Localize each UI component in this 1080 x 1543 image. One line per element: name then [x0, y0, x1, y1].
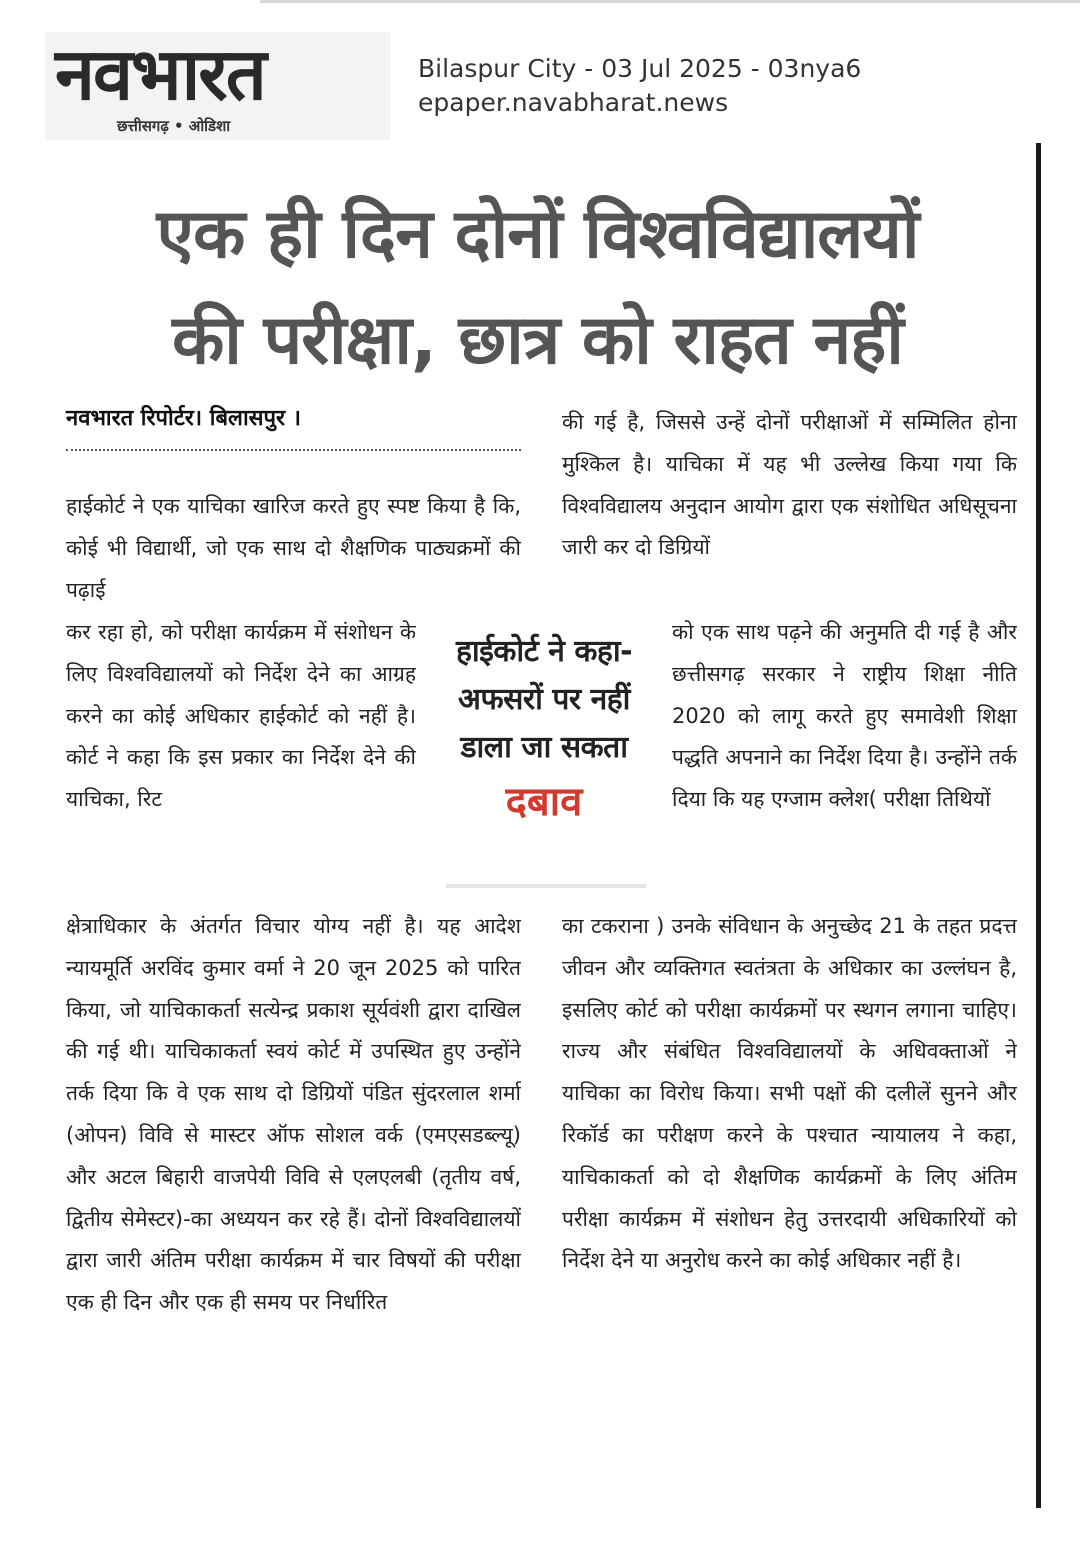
masthead-tagline: छत्तीसगढ़ • ओडिशा: [117, 117, 231, 135]
pull-quote: [440, 628, 648, 830]
headline-line-2: की परीक्षा, छात्र को राहत नहीं: [172, 301, 903, 380]
headline-line-1: एक ही दिन दोनों विश्वविद्यालयों: [156, 195, 919, 274]
edition-info: [418, 52, 861, 120]
edition-date-line: Bilaspur City - 03 Jul 2025 - 03nya6: [418, 54, 862, 83]
pull-quote-text: हाईकोर्ट ने कहा- अफसरों पर नहीं डाला जा सकता: [455, 634, 633, 765]
newspaper-masthead: [45, 32, 390, 140]
article-body-left-bottom: क्षेत्राधिकार के अंतर्गत विचार योग्य नहीं है। यह आदेश न्यायमूर्ति अरविंद कुमार वर्मा ने 20 जून 2025 को पारित किया, जो याचिकाकर्ता सत्येन्द्र प्रकाश सूर्यवंशी द्वारा दाखिल की गई थी। याचिकाकर्ता स्वयं कोर्ट में उपस्थित हुए उन्होंने तर्क दिया कि वे एक साथ दो डिग्रियों पंडित सुंदरलाल शर्मा (ओपन) विवि से मास्टर ऑफ सोशल वर्क (एमएसडब्ल्यू) और अटल बिहारी वाजपेयी विवि से एलएलबी (तृतीय वर्ष, द्वितीय सेमेस्टर)-का अध्ययन कर रहे हैं। दोनों विश्वविद्यालयों द्वारा जारी अंतिम परीक्षा कार्यक्रम में चार विषयों की परीक्षा एक ही दिन और एक ही समय पर निर्धारित: [66, 914, 521, 1315]
pull-quote-underline: [446, 884, 646, 888]
article-body-right-bottom: का टकराना ) उनके संविधान के अनुच्छेद 21 के तहत प्रदत्त जीवन और व्यक्तिगत स्वतंत्रता के अधिकार का उल्लंघन है, इसलिए कोर्ट को परीक्षा कार्यक्रमों पर स्थगन लगाना चाहिए। राज्य और संबंधित विश्वविद्यालयों के अधिवक्ताओं ने याचिका का विरोध किया। सभी पक्षों की दलीलें सुनने और रिकॉर्ड का परीक्षण करने के पश्चात न्यायालय ने कहा, याचिकाकर्ता को दो शैक्षणिक कार्यक्रमों के लिए अंतिम परीक्षा कार्यक्रम में संशोधन हेतु उत्तरदायी अधिकारियों को निर्देश देने या अनुरोध करने का कोई अधिकार नहीं है।: [562, 914, 1017, 1273]
newspaper-logo: नवभारत: [55, 32, 265, 116]
right-column-rule: [1036, 143, 1041, 1508]
pull-quote-accent: दबाव: [505, 779, 583, 825]
article-body-left-narrow: कर रहा हो, को परीक्षा कार्यक्रम में संशोधन के लिए विश्वविद्यालयों को निर्देश देने का आग्रह करने का कोई अधिकार हाईकोर्ट को नहीं है। कोर्ट ने कहा कि इस प्रकार का निर्देश देने की याचिका, रिट: [66, 620, 416, 812]
article-byline: नवभारत रिपोर्टर। बिलासपुर ।: [66, 406, 302, 431]
article-body-right-narrow: को एक साथ पढ़ने की अनुमति दी गई है और छत्तीसगढ़ सरकार ने राष्ट्रीय शिक्षा नीति 2020 को लागू करते हुए समावेशी शिक्षा पद्धति अपनाने का निर्देश दिया है। उन्होंने तर्क दिया कि यह एग्जाम क्लेश( परीक्षा तिथियों: [672, 620, 1017, 812]
epaper-url: epaper.navabharat.news: [418, 88, 729, 117]
top-border-line: [260, 0, 1080, 3]
article-body-right-top: की गई है, जिससे उन्हें दोनों परीक्षाओं में सम्मिलित होना मुश्किल है। याचिका में यह भी उल्लेख किया गया कि विश्वविद्यालय अनुदान आयोग द्वारा एक संशोधित अधिसूचना जारी कर दो डिग्रियों: [562, 410, 1017, 560]
article-body-left-top: हाईकोर्ट ने एक याचिका खारिज करते हुए स्पष्ट किया है कि, कोई भी विद्यार्थी, जो एक साथ दो शैक्षणिक पाठ्यक्रमों की पढ़ाई: [66, 494, 521, 602]
byline-divider: [66, 449, 521, 451]
article-headline: [40, 182, 1035, 394]
